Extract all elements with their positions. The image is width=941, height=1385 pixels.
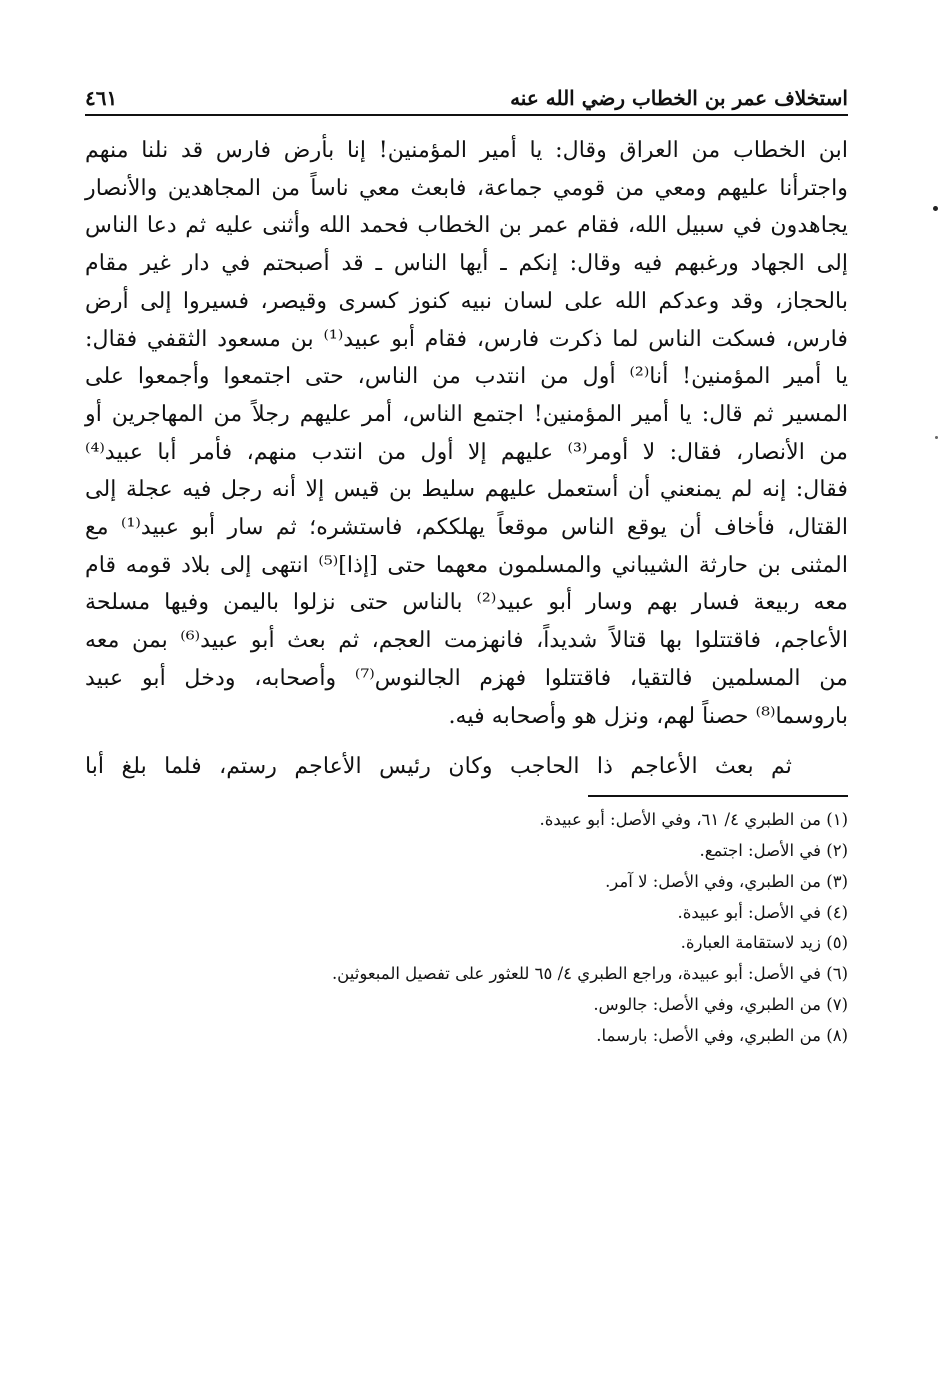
footnote-7: (٧) من الطبري، وفي الأصل: جالوس. [593,995,848,1015]
body-line: ابن الخطاب من العراق وقال: يا أمير المؤمنين! إنا بأرض فارس قد نلنا منهم [85,137,848,163]
scan-speck [933,206,938,211]
body-line: الأعاجم، فاقتتلوا بها قتالاً شديداً، فانهزمت العجم، ثم بعث أبو عبيد⁽⁶⁾ بمن معه [85,627,848,654]
footnote-divider [588,795,848,797]
running-title: استخلاف عمر بن الخطاب رضي الله عنه [510,86,848,110]
paragraph-start-line: ثم بعث الأعاجم ذا الحاجب وكان رئيس الأعاجم رستم، فلما بلغ أبا [85,753,792,780]
book-page [85,70,848,1052]
body-line: فقال: إنه لم يمنعني أن أستعمل عليهم سليط بن قيس إلا أنه رجل فيه عجلة إلى [85,476,848,503]
body-line: المسير ثم قال: يا أمير المؤمنين! اجتمع الناس، أمر عليهم رجلاً من المهاجرين أو [85,400,848,427]
body-line: معه ربيعة فسار بهم وسار أبو عبيد⁽²⁾ بالناس حتى نزلوا باليمن وفيها مسلحة [85,589,848,616]
page-number: ٤٦١ [85,86,118,110]
running-header [85,70,848,116]
body-line: إلى الجهاد ورغبهم فيه وقال: إنكم ـ أيها الناس ـ قد أصبحتم في دار غير مقام [85,250,848,277]
body-line: من المسلمين فالتقيا، فاقتتلوا فهزم الجالنوس⁽⁷⁾ وأصحابه، ودخل أبو عبيد [85,664,848,691]
footnote-3: (٣) من الطبري، وفي الأصل: لا آمر. [605,871,848,891]
body-line: باروسما⁽⁸⁾ حصناً لهم، ونزل هو وأصحابه فيه. [448,702,848,729]
body-line: المثنى بن حارثة الشيباني والمسلمون معهما حتى [إذا]⁽⁵⁾ انتهى إلى بلاد قومه قام [85,551,848,578]
body-line: من الأنصار، فقال: لا أومر⁽³⁾ عليهم إلا أول من انتدب منهم، فأمر أبا عبيد⁽⁴⁾ [85,438,848,465]
body-line: يا أمير المؤمنين! أنا⁽²⁾ أول من انتدب من الناس، حتى اجتمعوا وأجمعوا على [85,363,848,390]
body-line: القتال، فأخاف أن يوقع الناس موقعاً يهلككم، فاستشره؛ ثم سار أبو عبيد⁽¹⁾ مع [85,514,849,541]
footnote-2: (٢) في الأصل: اجتمع. [699,841,848,861]
footnote-8: (٨) من الطبري، وفي الأصل: بارسما. [596,1025,848,1045]
footnote-6: (٦) في الأصل: أبو عبيدة، وراجع الطبري ٤/ ٦٥ للعثور على تفصيل المبعوثين. [331,964,848,984]
footnote-5: (٥) زيد لاستقامة العبارة. [680,933,848,953]
main-text-block [85,132,848,785]
scan-speck [935,436,938,439]
body-line: واجترأنا عليهم ومعي من قومي جماعة، فابعث معي ناساً من المجاهدين والأنصار [85,174,848,201]
footnote-4: (٤) في الأصل: أبو عبيدة. [677,902,848,922]
body-line: بالحجاز، وقد وعدكم الله على لسان نبيه كنوز كسرى وقيصر، فسيروا إلى أرض [85,287,848,314]
footnotes-block [85,805,848,1051]
footnote-1: (١) من الطبري ٤/ ٦١، وفي الأصل: أبو عبيدة. [539,810,848,830]
body-line: يجاهدون في سبيل الله، فقام عمر بن الخطاب فحمد الله وأثنى عليه ثم دعا الناس [85,212,848,239]
body-line: فارس، فسكت الناس لما ذكرت فارس، فقام أبو عبيد⁽¹⁾ بن مسعود الثقفي فقال: [85,325,848,352]
